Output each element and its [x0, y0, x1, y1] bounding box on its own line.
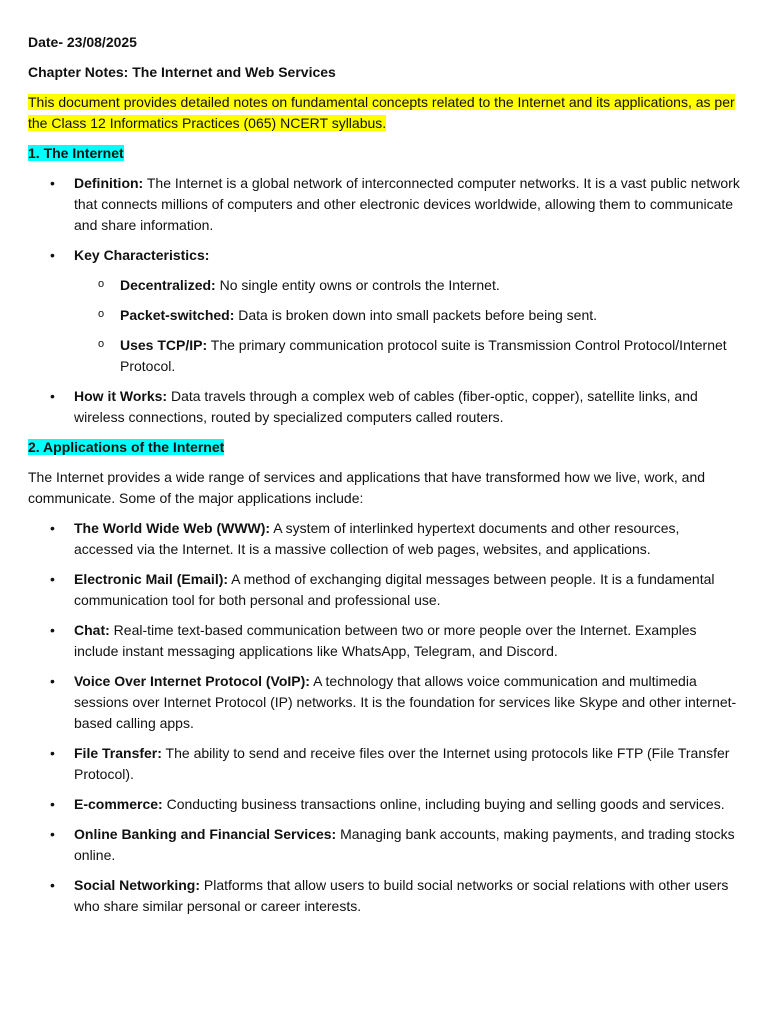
applications-bullet-list	[28, 518, 740, 917]
text-www: A system of interlinked hypertext documents and other resources, accessed via the Internet. It is a massive collection of web pages, websites, and applications.	[74, 520, 680, 557]
list-item-email	[28, 569, 740, 611]
sub-item-tcp-ip	[74, 335, 740, 377]
document-date: Date- 23/08/2025	[28, 34, 137, 50]
intro-paragraph	[28, 92, 740, 134]
section-heading-applications-text: 2. Applications of the Internet	[28, 439, 225, 455]
term-ecommerce: E-commerce:	[74, 796, 163, 812]
text-chat: Real-time text-based communication between two or more people over the Internet. Examples include instant messaging applications like WhatsApp, Telegram, and Discord.	[74, 622, 697, 659]
section-heading-internet-text: 1. The Internet	[28, 145, 124, 161]
list-item-chat	[28, 620, 740, 662]
term-online-banking: Online Banking and Financial Services:	[74, 826, 337, 842]
text-online-banking: Managing bank accounts, making payments, and trading stocks online.	[74, 826, 735, 863]
term-voip: Voice Over Internet Protocol (VoIP):	[74, 673, 310, 689]
sub-item-packet-switched	[74, 305, 740, 326]
text-social-networking: Platforms that allow users to build social networks or social relations with other users who share similar personal or career interests.	[74, 877, 729, 914]
sub-item-decentralized	[74, 275, 740, 296]
term-social-networking: Social Networking:	[74, 877, 201, 893]
list-item-social-networking	[28, 875, 740, 917]
list-item-www	[28, 518, 740, 560]
term-file-transfer: File Transfer:	[74, 745, 162, 761]
section-heading-internet	[28, 143, 740, 164]
text-definition: The Internet is a global network of interconnected computer networks. It is a vast public network that connects millions of computers and other electronic devices worldwide, allowing them to communicate and share information.	[74, 175, 740, 233]
text-decentralized: No single entity owns or controls the Internet.	[215, 277, 500, 293]
document-title: Chapter Notes: The Internet and Web Services	[28, 64, 336, 80]
list-item-key-characteristics	[28, 245, 740, 377]
list-item-definition	[28, 173, 740, 236]
intro-highlight: This document provides detailed notes on fundamental concepts related to the Internet and its applications, as per the Class 12 Informatics Practices (065) NCERT syllabus.	[28, 94, 735, 131]
key-characteristics-sublist	[74, 275, 740, 377]
term-email: Electronic Mail (Email):	[74, 571, 229, 587]
text-packet-switched: Data is broken down into small packets before being sent.	[234, 307, 598, 323]
term-packet-switched: Packet-switched:	[120, 307, 235, 323]
term-how-it-works: How it Works:	[74, 388, 168, 404]
list-item-how-it-works	[28, 386, 740, 428]
text-ecommerce: Conducting business transactions online, including buying and selling goods and services.	[162, 796, 725, 812]
text-file-transfer: The ability to send and receive files over the Internet using protocols like FTP (File Transfer Protocol).	[74, 745, 730, 782]
list-item-ecommerce	[28, 794, 740, 815]
list-item-online-banking	[28, 824, 740, 866]
term-www: The World Wide Web (WWW):	[74, 520, 271, 536]
list-item-voip	[28, 671, 740, 734]
text-voip: A technology that allows voice communication and multimedia sessions over Internet Protocol (IP) networks. It is the foundation for services like Skype and other internet-based calling apps.	[74, 673, 737, 731]
section-heading-applications	[28, 437, 740, 458]
text-tcp-ip: The primary communication protocol suite is Transmission Control Protocol/Internet Protocol.	[120, 337, 727, 374]
text-how-it-works: Data travels through a complex web of cables (fiber-optic, copper), satellite links, and wireless connections, routed by specialized computers called routers.	[74, 388, 698, 425]
internet-bullet-list	[28, 173, 740, 428]
term-key-characteristics: Key Characteristics:	[74, 247, 210, 263]
term-decentralized: Decentralized:	[120, 277, 216, 293]
term-chat: Chat:	[74, 622, 110, 638]
list-item-file-transfer	[28, 743, 740, 785]
term-tcp-ip: Uses TCP/IP:	[120, 337, 208, 353]
term-definition: Definition:	[74, 175, 144, 191]
applications-intro: The Internet provides a wide range of services and applications that have transformed how we live, work, and communicate. Some of the major applications include:	[28, 469, 706, 506]
text-email: A method of exchanging digital messages between people. It is a fundamental communication tool for both personal and professional use.	[74, 571, 715, 608]
